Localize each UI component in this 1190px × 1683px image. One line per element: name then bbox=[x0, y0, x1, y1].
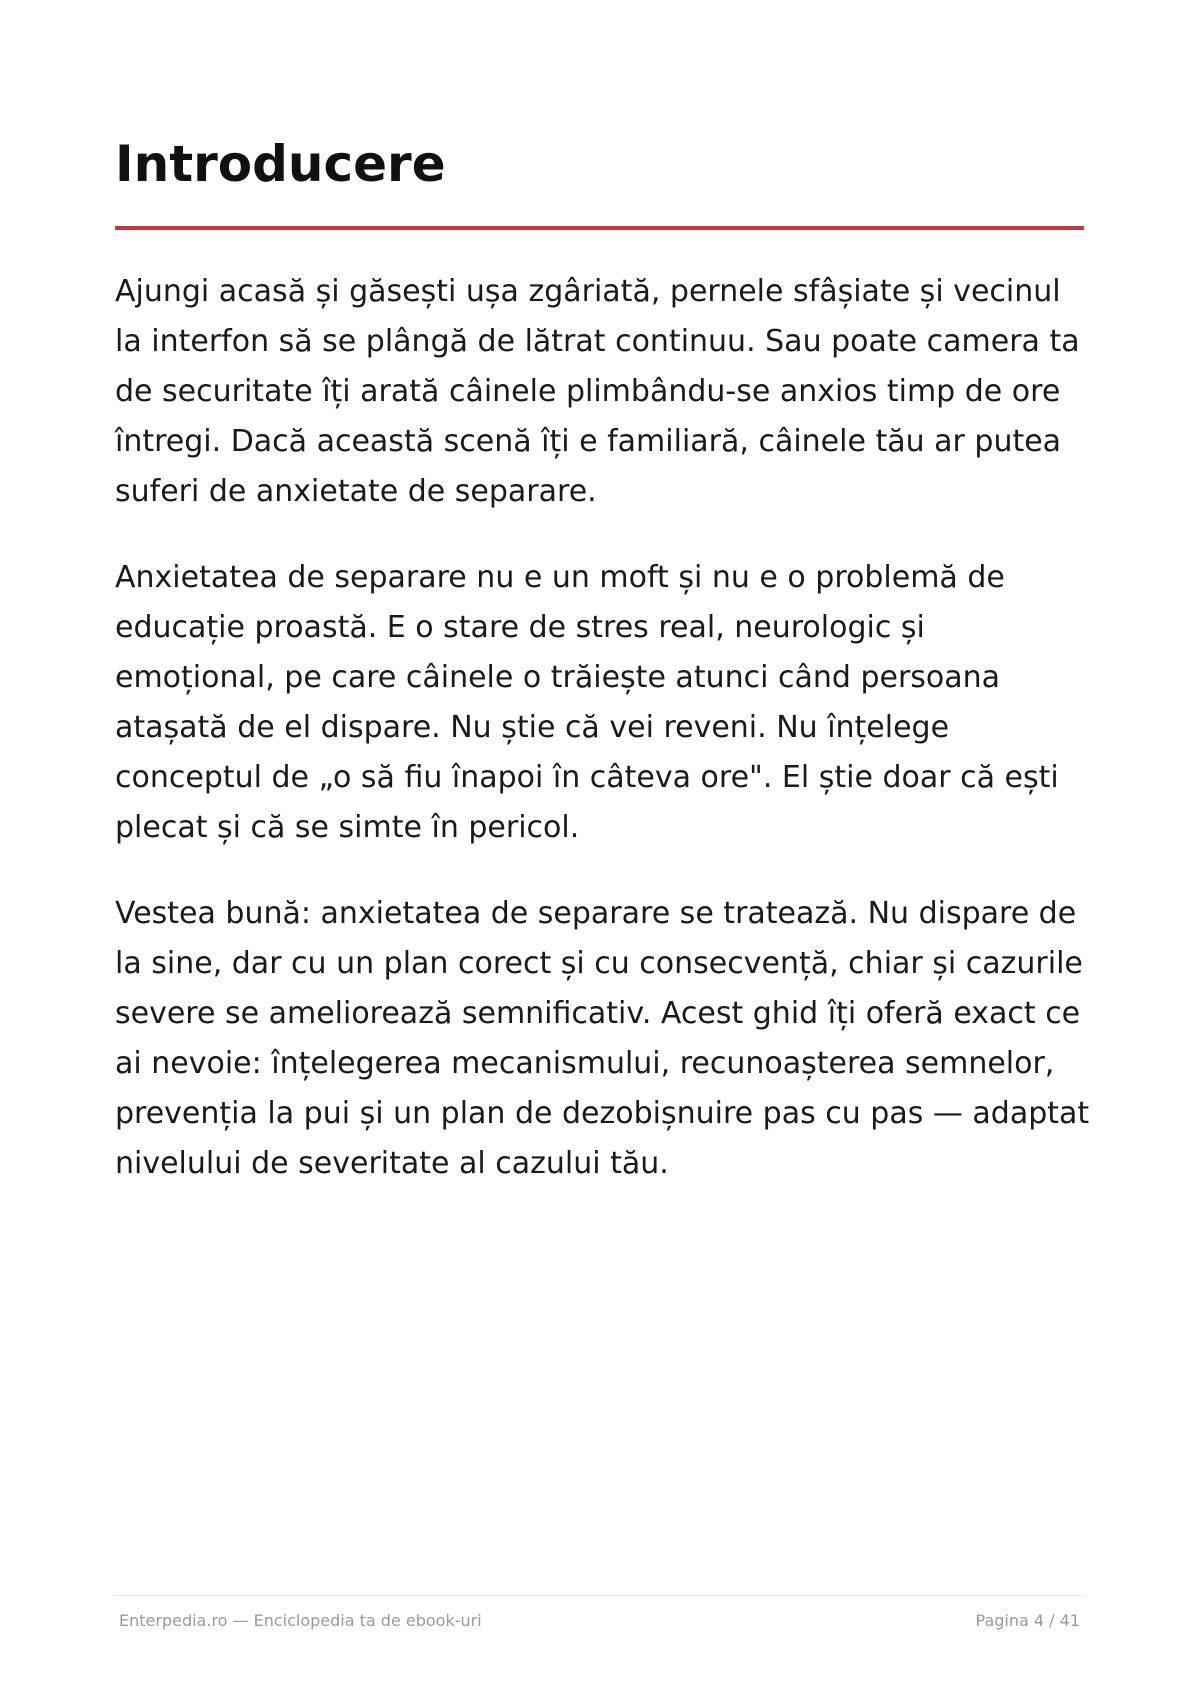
body-text bbox=[115, 267, 1090, 1225]
footer-site-label: Enterpedia.ro — Enciclopedia ta de ebook-uri bbox=[119, 1611, 482, 1630]
page-title: Introducere bbox=[115, 135, 446, 193]
page-number: Pagina 4 / 41 bbox=[975, 1611, 1080, 1630]
paragraph-1: Ajungi acasă și găsești ușa zgâriată, pernele sfâșiate și vecinul la interfon să se plângă de lătrat continuu. Sau poate camera ta de securitate îți arată câinele plimbându-se anxios timp de ore întregi. Dacă această scenă îți e familiară, câinele tău ar putea suferi de anxietate de separare. bbox=[115, 274, 1080, 509]
footer-divider bbox=[115, 1595, 1084, 1596]
paragraph-2: Anxietatea de separare nu e un moft și nu e o problemă de educație proastă. E o stare de stres real, neurologic și emoțional, pe care câinele o trăiește atunci când persoana atașată de el dispare. Nu știe că vei reveni. Nu înțelege conceptul de „o să fiu înapoi în câteva ore". El știe doar că ești plecat și că se simte în pericol. bbox=[115, 560, 1059, 845]
paragraph-3: Vestea bună: anxietatea de separare se tratează. Nu dispare de la sine, dar cu un plan corect și cu consecvență, chiar și cazurile severe se ameliorează semnificativ. Acest ghid îți oferă exact ce ai nevoie: înțelegerea mecanismului, recunoașterea semnelor, prevenția la pui și un plan de dezobișnuire pas cu pas — adaptat nivelului de severitate al cazului tău. bbox=[115, 896, 1090, 1181]
title-divider bbox=[115, 226, 1084, 230]
